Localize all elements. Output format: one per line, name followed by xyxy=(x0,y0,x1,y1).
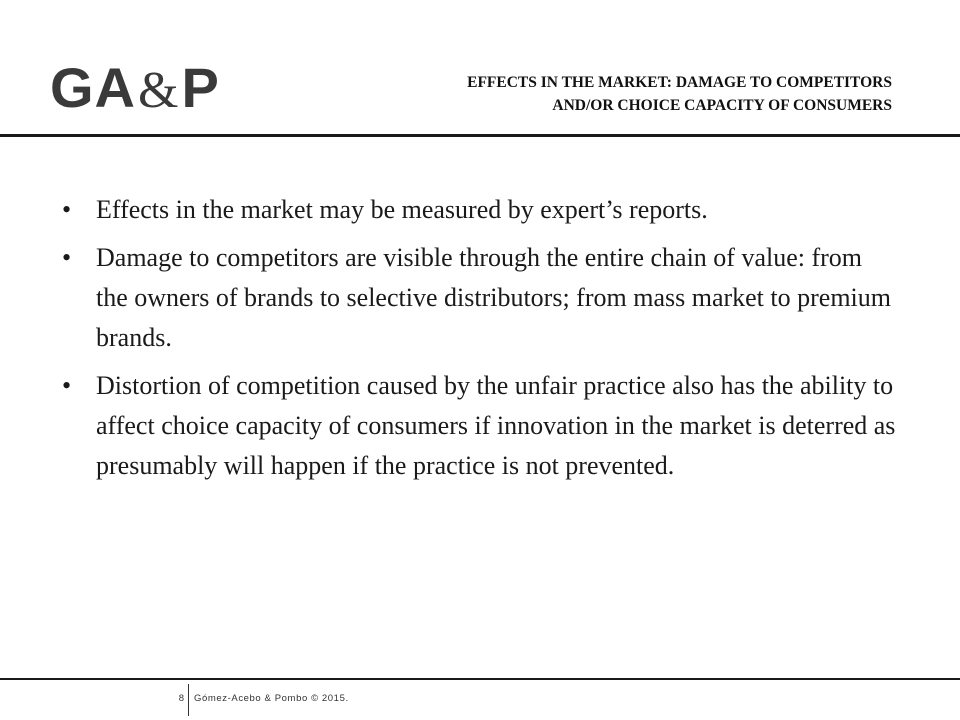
bullet-item xyxy=(58,190,898,230)
footer-divider xyxy=(0,678,960,680)
bullet-item xyxy=(58,366,898,486)
footer-separator xyxy=(188,684,189,716)
bullet-list xyxy=(58,190,898,494)
bullet-text: Effects in the market may be measured by expert’s reports. xyxy=(96,195,708,224)
logo-letters-right: P xyxy=(181,56,220,119)
page-number: 8 xyxy=(178,693,184,704)
bullet-icon: • xyxy=(62,243,72,272)
company-logo xyxy=(50,56,220,119)
bullet-item xyxy=(58,238,898,358)
bullet-icon: • xyxy=(62,195,72,224)
copyright-notice: Gómez-Acebo & Pombo © 2015. xyxy=(194,693,349,704)
slide-title-line-2: AND/OR CHOICE CAPACITY OF CONSUMERS xyxy=(552,97,892,114)
logo-ampersand: & xyxy=(138,62,180,119)
bullet-text: Distortion of competition caused by the unfair practice also has the ability to affect choice capacity of consumers if innovation in the market is deterred as presumably will happen if the practice is not prevented. xyxy=(96,371,896,480)
slide-title-line-1: EFFECTS IN THE MARKET: DAMAGE TO COMPETITORS xyxy=(467,74,892,91)
bullet-icon: • xyxy=(62,371,72,400)
bullet-text: Damage to competitors are visible through the entire chain of value: from the owners of brands to selective distributors; from mass market to premium brands. xyxy=(96,243,891,352)
logo-letters-left: GA xyxy=(50,56,136,119)
header-divider xyxy=(0,134,960,137)
slide-title xyxy=(272,71,892,117)
